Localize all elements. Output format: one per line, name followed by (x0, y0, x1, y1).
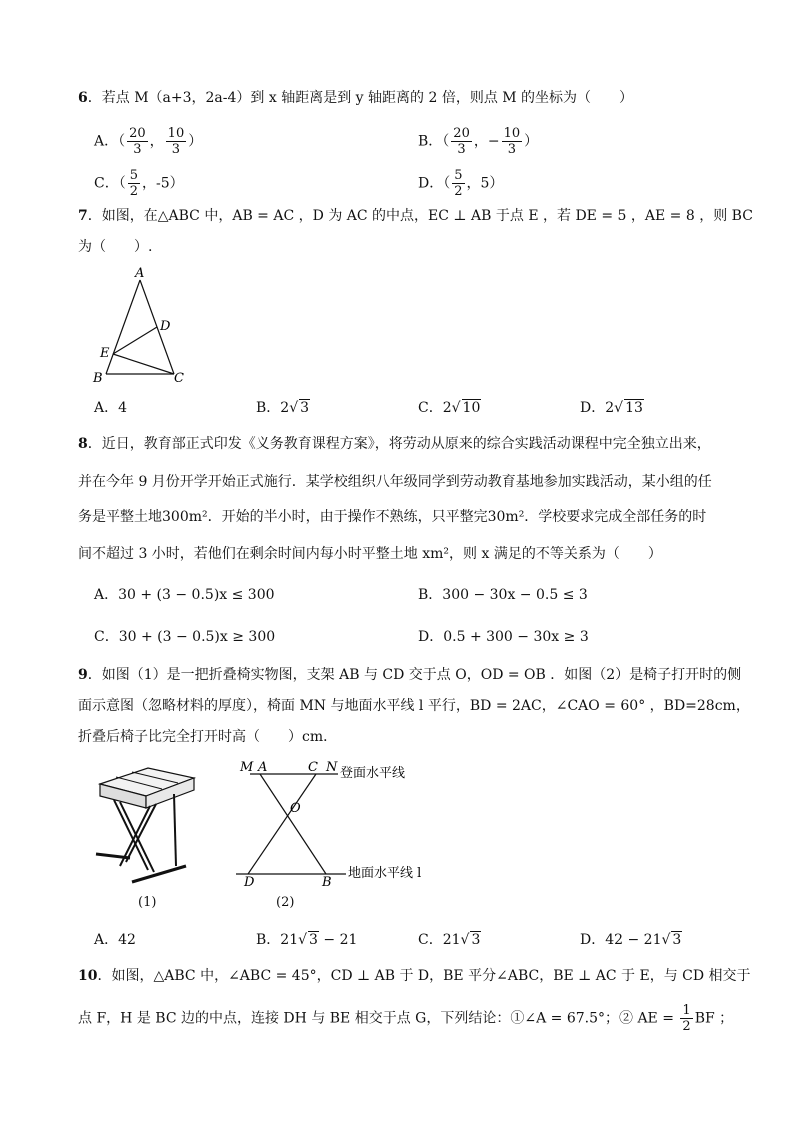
q7-label-a: A (135, 266, 145, 281)
q8-option-d[interactable]: D．0.5 + 300 − 30x ≥ 3 (418, 629, 589, 645)
q6-option-b[interactable]: B．（ $\frac{20}{3}$ ，− $\frac{10}{3}$ ） (418, 126, 539, 157)
q7-stem-line1: 7．如图，在△ABC 中，AB = AC ，D 为 AC 的中点，EC ⊥ AB 于点 E ，若 DE = 5 ，AE = 8 ，则 BC (78, 208, 753, 224)
q6-option-c[interactable]: C．（ $\frac{5}{2}$ ，-5） (94, 168, 184, 199)
q10-stem-line1: 10．如图，△ABC 中，∠ABC = 45°，CD ⊥ AB 于 D，BE 平分∠ABC，BE ⊥ AC 于 E，与 CD 相交于 (78, 968, 751, 984)
q9-stem-line1: 9．如图（1）是一把折叠椅实物图，支架 AB 与 CD 交于点 O，OD = OB ．如图（2）是椅子打开时的侧 (78, 667, 742, 683)
q9-stool-illustration (90, 762, 200, 892)
q9-option-d[interactable]: D．42 − 21√ 3 (580, 932, 682, 948)
q9-label-c: C (308, 760, 318, 775)
q9-label-m: M (240, 760, 254, 775)
q8-stem-line1: 8．近日，教育部正式印发《义务教育课程方案》，将劳动从原来的综合实践活动课程中完全独立出来， (78, 436, 711, 452)
q9-label-a: A (258, 760, 268, 775)
q7-label-c: C (174, 371, 184, 386)
q9-option-a[interactable]: A．42 (94, 932, 136, 948)
q9-option-b[interactable]: B．21√ 3 − 21 (256, 932, 358, 948)
q7-option-a[interactable]: A．4 (94, 400, 128, 416)
q8-stem-line3: 务是平整土地300m²．开始的半小时，由于操作不熟练，只平整完30m²．学校要求完成全部任务的时 (78, 509, 707, 525)
q6-option-a[interactable]: A．（ $\frac{20}{3}$ ， $\frac{10}{3}$ ） (94, 126, 203, 157)
q9-option-c[interactable]: C．21√ 3 (418, 932, 481, 948)
q9-label-d: D (244, 875, 255, 886)
q7-number: 7 (78, 208, 88, 224)
q7-option-d[interactable]: D．2√ 13 (580, 400, 643, 416)
q8-option-c[interactable]: C．30 + (3 − 0.5)x ≥ 300 (94, 629, 276, 645)
q9-stem-line3: 折叠后椅子比完全打开时高（ ）cm． (78, 729, 338, 745)
q9-figure1-caption: (1) (138, 895, 157, 910)
q7-triangle-figure (88, 264, 198, 388)
q9-label-o: O (290, 801, 301, 816)
q6-stem: 6．若点 M（a+3，2a-4）到 x 轴距离是到 y 轴距离的 2 倍，则点 M 的坐标为（ ） (78, 90, 634, 106)
q7-stem-line2: 为（ ）. (78, 239, 153, 255)
q7-option-c[interactable]: C．2√ 10 (418, 400, 481, 416)
q10-number: 10 (78, 968, 98, 984)
q8-option-a[interactable]: A．30 + (3 − 0.5)x ≤ 300 (94, 587, 275, 603)
q9-number: 9 (78, 667, 88, 683)
q8-stem-line4: 间不超过 3 小时，若他们在剩余时间内每小时平整土地 xm²，则 x 满足的不等关系为（ ） (78, 546, 662, 562)
q9-label-b: B (322, 875, 332, 886)
q9-stem-line2: 面示意图（忽略材料的厚度），椅面 MN 与地面水平线 l 平行，BD = 2AC，∠CAO = 60° ，BD=28cm， (78, 698, 750, 714)
q8-number: 8 (78, 436, 88, 452)
q7-label-e: E (100, 346, 110, 361)
q9-bottom-line-label: 地面水平线 l (348, 866, 422, 881)
q7-option-b[interactable]: B．2√ 3 (256, 400, 310, 416)
q9-figure2-caption: (2) (276, 895, 295, 910)
q8-option-b[interactable]: B．300 − 30x − 0.5 ≤ 3 (418, 587, 588, 603)
q9-label-n: N (326, 760, 338, 775)
q6-option-d[interactable]: D．（ $\frac{5}{2}$ ，5） (418, 168, 504, 199)
q9-side-diagram (236, 760, 436, 886)
q6-number: 6 (78, 90, 88, 106)
q9-top-line-label: 登面水平线 (340, 766, 406, 781)
q7-label-d: D (160, 319, 171, 334)
q10-stem-line2: 点 F，H 是 BC 边的中点，连接 DH 与 BE 相交于点 G，下列结论：①∠A = 67.5°；② AE = $\frac{1}{2}$ BF ； (78, 1003, 734, 1034)
q7-label-b: B (93, 371, 103, 386)
q8-stem-line2: 并在今年 9 月份开学开始正式施行．某学校组织八年级同学到劳动教育基地参加实践活动，某小组的任 (78, 474, 712, 490)
